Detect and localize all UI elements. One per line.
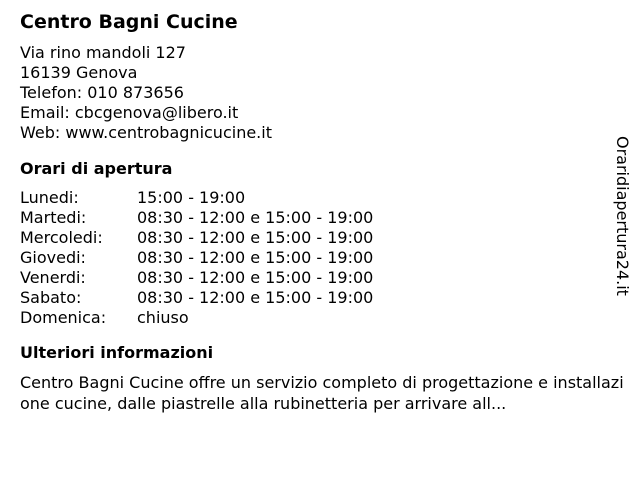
hours-row-thursday [20, 248, 632, 268]
time-value: 08:30 - 12:00 e 15:00 - 19:00 [137, 248, 374, 267]
hours-row-friday [20, 268, 632, 288]
day-label: Mercoledi: [20, 228, 103, 247]
email-address: Email: cbcgenova@libero.it [20, 103, 239, 122]
hours-row-saturday [20, 288, 632, 308]
address-city: 16139 Genova [20, 63, 138, 82]
time-value: 08:30 - 12:00 e 15:00 - 19:00 [137, 228, 374, 247]
address-street: Via rino mandoli 127 [20, 43, 186, 62]
time-value: 15:00 - 19:00 [137, 188, 246, 207]
time-value: 08:30 - 12:00 e 15:00 - 19:00 [137, 288, 374, 307]
day-label: Giovedi: [20, 248, 86, 267]
business-name: Centro Bagni Cucine [20, 11, 238, 33]
site-watermark-label: Oraridiapertura24.it [613, 136, 632, 296]
time-value: 08:30 - 12:00 e 15:00 - 19:00 [137, 208, 374, 227]
hours-row-monday [20, 188, 632, 208]
phone-number: Telefon: 010 873656 [20, 83, 184, 102]
hours-row-wednesday [20, 228, 632, 248]
opening-hours-table [20, 188, 632, 328]
day-label: Venerdi: [20, 268, 86, 287]
opening-hours-heading: Orari di apertura [20, 159, 173, 178]
business-card [20, 9, 632, 414]
day-label: Domenica: [20, 308, 107, 327]
additional-info-heading: Ulteriori informazioni [20, 343, 214, 362]
website-url: Web: www.centrobagnicucine.it [20, 123, 272, 142]
day-label: Martedi: [20, 208, 87, 227]
time-value: 08:30 - 12:00 e 15:00 - 19:00 [137, 268, 374, 287]
time-value: chiuso [137, 308, 189, 327]
day-label: Lunedi: [20, 188, 79, 207]
hours-row-sunday [20, 308, 632, 328]
hours-row-tuesday [20, 208, 632, 228]
day-label: Sabato: [20, 288, 82, 307]
business-description: Centro Bagni Cucine offre un servizio completo di progettazione e installazione cucine, dalle piastrelle alla rubinetteria per arrivare all... [20, 373, 624, 413]
